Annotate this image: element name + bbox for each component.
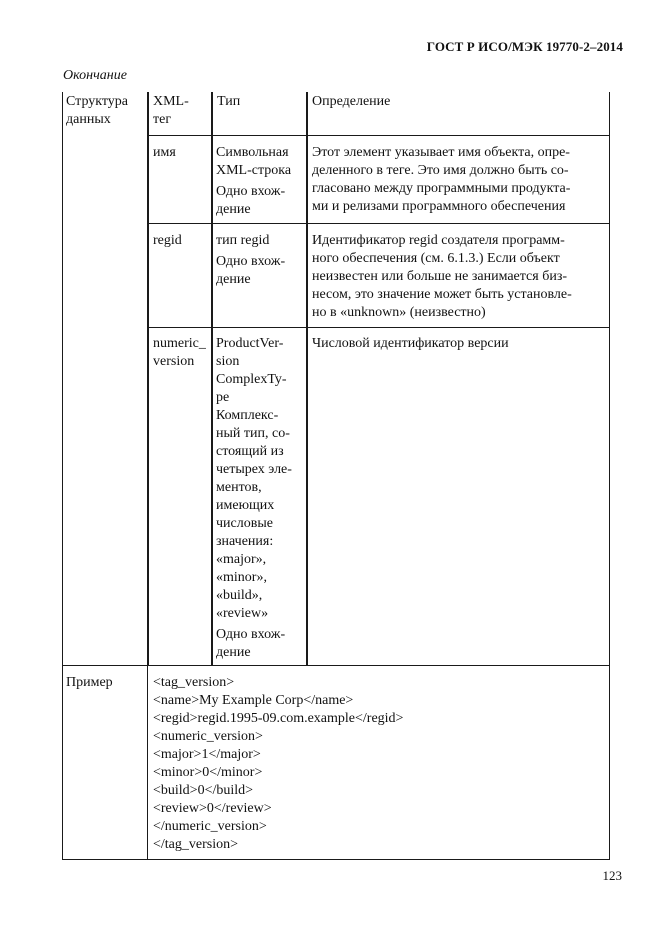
row-definition-line: Идентификатор regid создателя программ-	[312, 233, 565, 248]
row-type	[216, 232, 306, 289]
table-border-left	[62, 92, 63, 860]
row-divider-1	[148, 223, 610, 224]
table-border-right	[609, 92, 610, 860]
row-type-line: имеющих	[216, 498, 275, 513]
row-type-line: дение	[216, 202, 251, 217]
row-definition-line: но в «unknown» (неизвестно)	[312, 305, 486, 320]
row-type-line: Символьная	[216, 145, 289, 160]
example-code-line: <numeric_version>	[153, 729, 263, 744]
row-definition-line: ного обеспечения (см. 6.1.3.) Если объект	[312, 251, 560, 266]
section-label	[66, 93, 146, 129]
row-type-line: Одно вхож-	[216, 184, 286, 199]
column-divider-1	[147, 92, 149, 665]
example-code-line: <regid>regid.1995-09.com.example</regid>	[153, 711, 404, 726]
row-divider-2	[148, 327, 610, 328]
example-code-line: </tag_version>	[153, 837, 238, 852]
row-type-line: «review»	[216, 606, 269, 621]
row-tag-line: numeric_	[153, 336, 206, 351]
row-type-line: Комплекс-	[216, 408, 279, 423]
standard-designation: ГОСТ Р ИСО/МЭК 19770-2–2014	[426, 39, 623, 54]
row-definition	[312, 335, 607, 353]
row-type-line: ProductVer-	[216, 336, 284, 351]
row-definition-line: несом, это значение может быть установле-	[312, 287, 572, 302]
example-code	[153, 674, 605, 854]
column-header-tag-line: XML-	[153, 94, 189, 109]
row-type-line: «build»,	[216, 588, 263, 603]
row-type-line: стоящий из	[216, 444, 284, 459]
row-type-line: ный тип, со-	[216, 426, 290, 441]
row-definition-line: ми и релизами программного обеспечения	[312, 199, 566, 214]
row-type-line: тип regid	[216, 233, 270, 248]
section-label-line: данных	[66, 112, 111, 127]
row-definition-line: гласовано между программными продукта-	[312, 181, 571, 196]
section-label-line: Структура	[66, 94, 129, 109]
row-definition-line: неизвестен или больше не занимается биз-	[312, 269, 568, 284]
row-divider-3	[62, 665, 610, 666]
example-code-line: <major>1</major>	[153, 747, 261, 762]
row-type	[216, 335, 306, 662]
example-code-line: <build>0</build>	[153, 783, 254, 798]
row-definition-line: деленного в теге. Это имя должно быть со-	[312, 163, 569, 178]
row-type-line: Одно вхож-	[216, 627, 286, 642]
row-type-line: четырех эле-	[216, 462, 292, 477]
row-type-line: ментов,	[216, 480, 262, 495]
row-type-line: «minor»,	[216, 570, 267, 585]
column-header-definition: Определение	[312, 94, 391, 109]
example-code-line: <review>0</review>	[153, 801, 272, 816]
row-type-line: дение	[216, 272, 251, 287]
example-divider	[147, 665, 148, 860]
row-type-line: XML-строка	[216, 163, 292, 178]
row-tag	[153, 232, 209, 250]
column-header-tag	[153, 93, 209, 129]
row-type	[216, 144, 306, 219]
row-type-line: числовые	[216, 516, 273, 531]
page-number: 123	[602, 868, 622, 883]
example-label: Пример	[66, 675, 113, 690]
example-code-line: <name>My Example Corp</name>	[153, 693, 354, 708]
column-header-type: Тип	[217, 94, 241, 109]
row-type-line: значения:	[216, 534, 274, 549]
row-type-line: pe	[216, 390, 230, 405]
row-definition	[312, 232, 607, 322]
row-type-line: ComplexTy-	[216, 372, 287, 387]
row-definition-line: Этот элемент указывает имя объекта, опре-	[312, 145, 570, 160]
row-tag-line: version	[153, 354, 195, 369]
row-definition-line: Числовой идентификатор версии	[312, 336, 509, 351]
row-tag	[153, 335, 213, 371]
column-header-tag-line: тег	[153, 112, 172, 127]
row-divider-header	[148, 135, 610, 136]
row-type-line: «major»,	[216, 552, 267, 567]
example-code-line: <minor>0</minor>	[153, 765, 263, 780]
row-tag-line: имя	[153, 145, 176, 160]
example-code-line: <tag_version>	[153, 675, 235, 690]
table-border-bottom	[62, 859, 610, 860]
row-type-line: sion	[216, 354, 240, 369]
row-type-line: Одно вхож-	[216, 254, 286, 269]
continuation-label: Окончание	[63, 68, 127, 83]
example-code-line: </numeric_version>	[153, 819, 267, 834]
row-definition	[312, 144, 607, 216]
row-type-line: дение	[216, 645, 251, 660]
row-tag-line: regid	[153, 233, 182, 248]
row-tag	[153, 144, 209, 162]
column-divider-3	[306, 92, 308, 665]
column-divider-2	[211, 92, 213, 665]
